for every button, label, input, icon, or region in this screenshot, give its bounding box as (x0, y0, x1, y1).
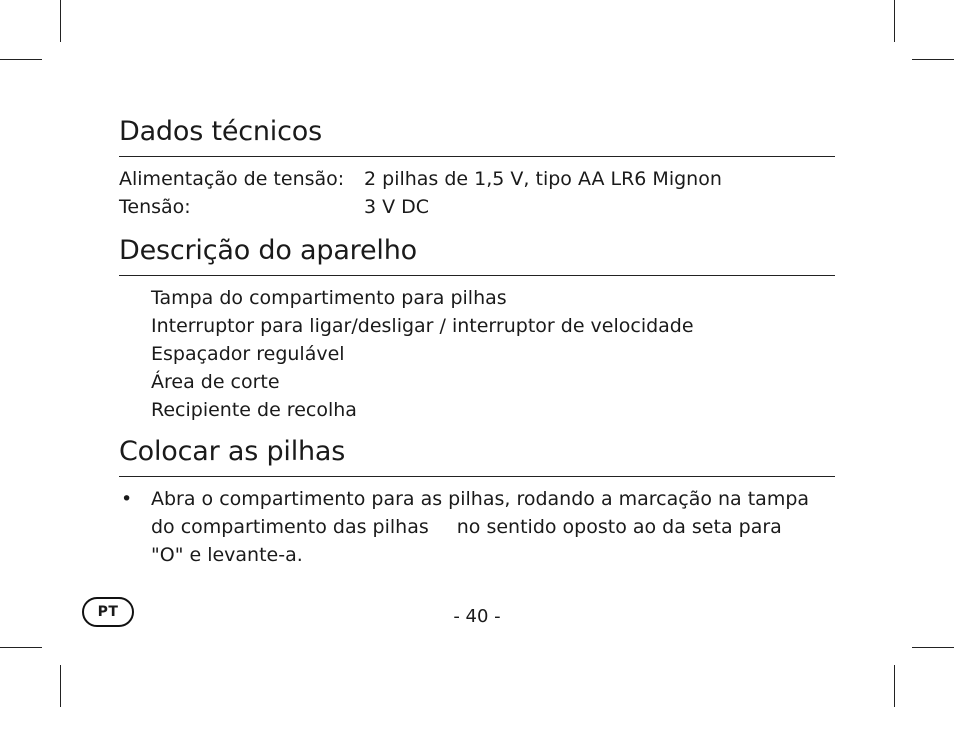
instruction-line (151, 513, 835, 541)
crop-mark (894, 0, 895, 42)
crop-mark (60, 0, 61, 42)
bullet-icon: • (121, 488, 133, 510)
list-item: Área de corte (151, 371, 280, 393)
spec-value: 2 pilhas de 1,5 V, tipo AA LR6 Mignon (364, 168, 722, 190)
instruction-fragment: do compartimento das pilhas (151, 516, 429, 538)
section-title-insert-batteries: Colocar as pilhas (119, 436, 346, 467)
instruction-fragment: no sentido oposto ao da seta para (456, 516, 782, 538)
section-title-technical-data: Dados técnicos (119, 116, 322, 147)
section-divider (119, 275, 835, 276)
section-divider (119, 476, 835, 477)
language-badge: PT (82, 597, 134, 627)
instruction-list (119, 485, 835, 569)
instruction-line: Abra o compartimento para as pilhas, rodando a marcação na tampa (151, 488, 810, 510)
crop-mark (894, 665, 895, 707)
crop-mark (912, 59, 954, 60)
list-item: Interruptor para ligar/desligar / interruptor de velocidade (151, 315, 694, 337)
spec-row (119, 165, 835, 193)
spec-value: 3 V DC (364, 196, 430, 218)
spec-table (119, 165, 835, 221)
crop-mark (0, 647, 42, 648)
section-divider (119, 156, 835, 157)
spec-label: Alimentação de tensão: (119, 168, 345, 190)
list-item: Espaçador regulável (151, 343, 345, 365)
spec-row (119, 193, 835, 221)
crop-mark (0, 59, 42, 60)
crop-mark (60, 665, 61, 707)
instruction-line: "O" e levante-a. (151, 544, 303, 566)
instruction-item (119, 485, 835, 569)
page-content (119, 112, 835, 569)
page-number: - 40 - (453, 606, 501, 627)
list-item: Tampa do compartimento para pilhas (151, 287, 507, 309)
crop-mark (912, 647, 954, 648)
list-item: Recipiente de recolha (151, 399, 357, 421)
spec-label: Tensão: (119, 196, 191, 218)
section-title-device-description: Descrição do aparelho (119, 235, 417, 266)
parts-list (119, 284, 835, 424)
instruction-text (151, 485, 835, 569)
